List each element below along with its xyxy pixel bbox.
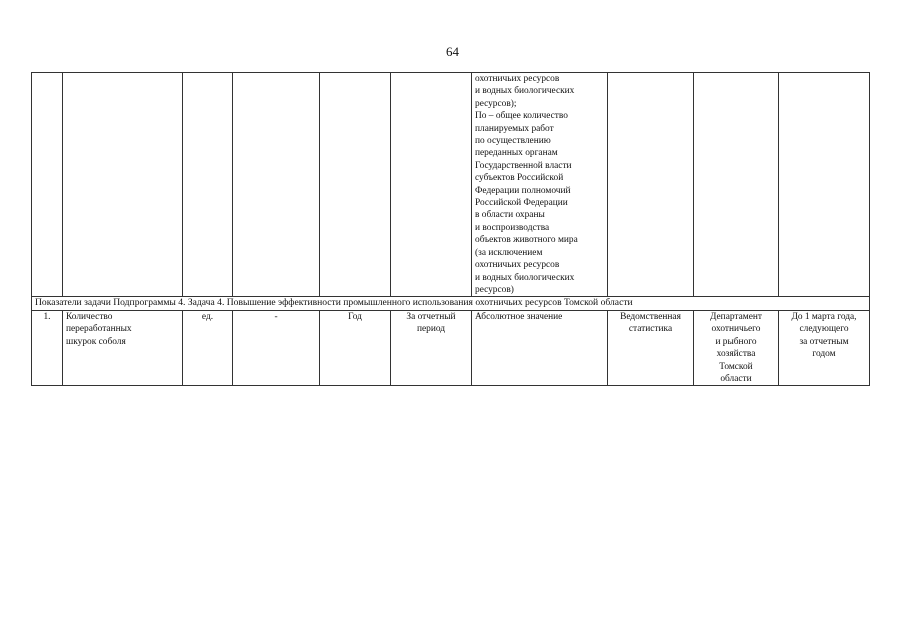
time-line: период xyxy=(416,324,446,335)
indicator-deadline xyxy=(779,310,870,385)
indicator-periodicity: Год xyxy=(320,310,391,385)
source-line: Ведомственная xyxy=(620,311,681,322)
calc-line: и водных биологических xyxy=(475,86,575,97)
page-number: 64 xyxy=(446,44,459,59)
indicators-table xyxy=(31,72,870,386)
indicator-unit: ед. xyxy=(183,310,233,385)
indicator-row xyxy=(32,310,870,385)
indicator-algorithm: Абсолютное значение xyxy=(472,310,608,385)
calc-line: по осуществлению xyxy=(475,136,551,147)
cell-empty xyxy=(779,73,870,297)
indicator-source xyxy=(608,310,694,385)
calc-line: объектов животного мира xyxy=(475,235,578,246)
responsible-line: Томской xyxy=(719,361,753,372)
deadline-line: следующего xyxy=(799,324,849,335)
responsible-line: и рыбного xyxy=(715,336,757,347)
calc-line: Российской Федерации xyxy=(475,198,568,209)
cell-empty xyxy=(32,73,63,297)
time-line: За отчетный xyxy=(406,311,456,322)
name-line: шкурок соболя xyxy=(66,336,126,347)
responsible-line: Департамент xyxy=(710,311,762,322)
cell-empty xyxy=(608,73,694,297)
deadline-line: До 1 марта года, xyxy=(791,311,857,322)
calc-line: и водных биологических xyxy=(475,272,575,283)
cell-empty xyxy=(183,73,233,297)
calculation-method-cell xyxy=(472,73,608,297)
task-header: Показатели задачи Подпрограммы 4. Задача 4. Повышение эффективности промышленного использования охотничьих ресурсов Томской области xyxy=(32,297,870,311)
calc-line: По – общее количество xyxy=(475,111,568,122)
deadline-line: годом xyxy=(812,349,836,360)
calc-line: и воспроизводства xyxy=(475,222,550,233)
calc-line: субъектов Российской xyxy=(475,173,564,184)
indicator-number: 1. xyxy=(32,310,63,385)
indicator-time-characteristic xyxy=(391,310,472,385)
source-line: статистика xyxy=(628,324,673,335)
calc-line: Государственной власти xyxy=(475,160,572,171)
task-header-row xyxy=(32,297,870,311)
responsible-line: хозяйства xyxy=(716,349,756,360)
cell-empty xyxy=(63,73,183,297)
calc-line: в области охраны xyxy=(475,210,545,221)
calc-line: охотничьих ресурсов xyxy=(475,74,560,84)
cell-empty xyxy=(391,73,472,297)
calc-line: переданных органам xyxy=(475,148,558,159)
calc-line: ресурсов) xyxy=(475,284,514,295)
responsible-line: охотничьего xyxy=(711,324,761,335)
indicator-definition: - xyxy=(233,310,320,385)
responsible-line: области xyxy=(720,373,752,384)
name-line: переработанных xyxy=(66,324,132,335)
cell-empty xyxy=(320,73,391,297)
continuation-row xyxy=(32,73,870,297)
calc-line: планируемых работ xyxy=(475,123,554,134)
cell-empty xyxy=(694,73,779,297)
calc-line: ресурсов); xyxy=(475,98,517,109)
indicator-responsible xyxy=(694,310,779,385)
name-line: Количество xyxy=(66,311,113,322)
calc-line: Федерации полномочий xyxy=(475,185,571,196)
cell-empty xyxy=(233,73,320,297)
calc-line: охотничьих ресурсов xyxy=(475,260,560,271)
deadline-line: за отчетным xyxy=(799,336,849,347)
calc-line: (за исключением xyxy=(475,247,543,258)
indicator-name xyxy=(63,310,183,385)
